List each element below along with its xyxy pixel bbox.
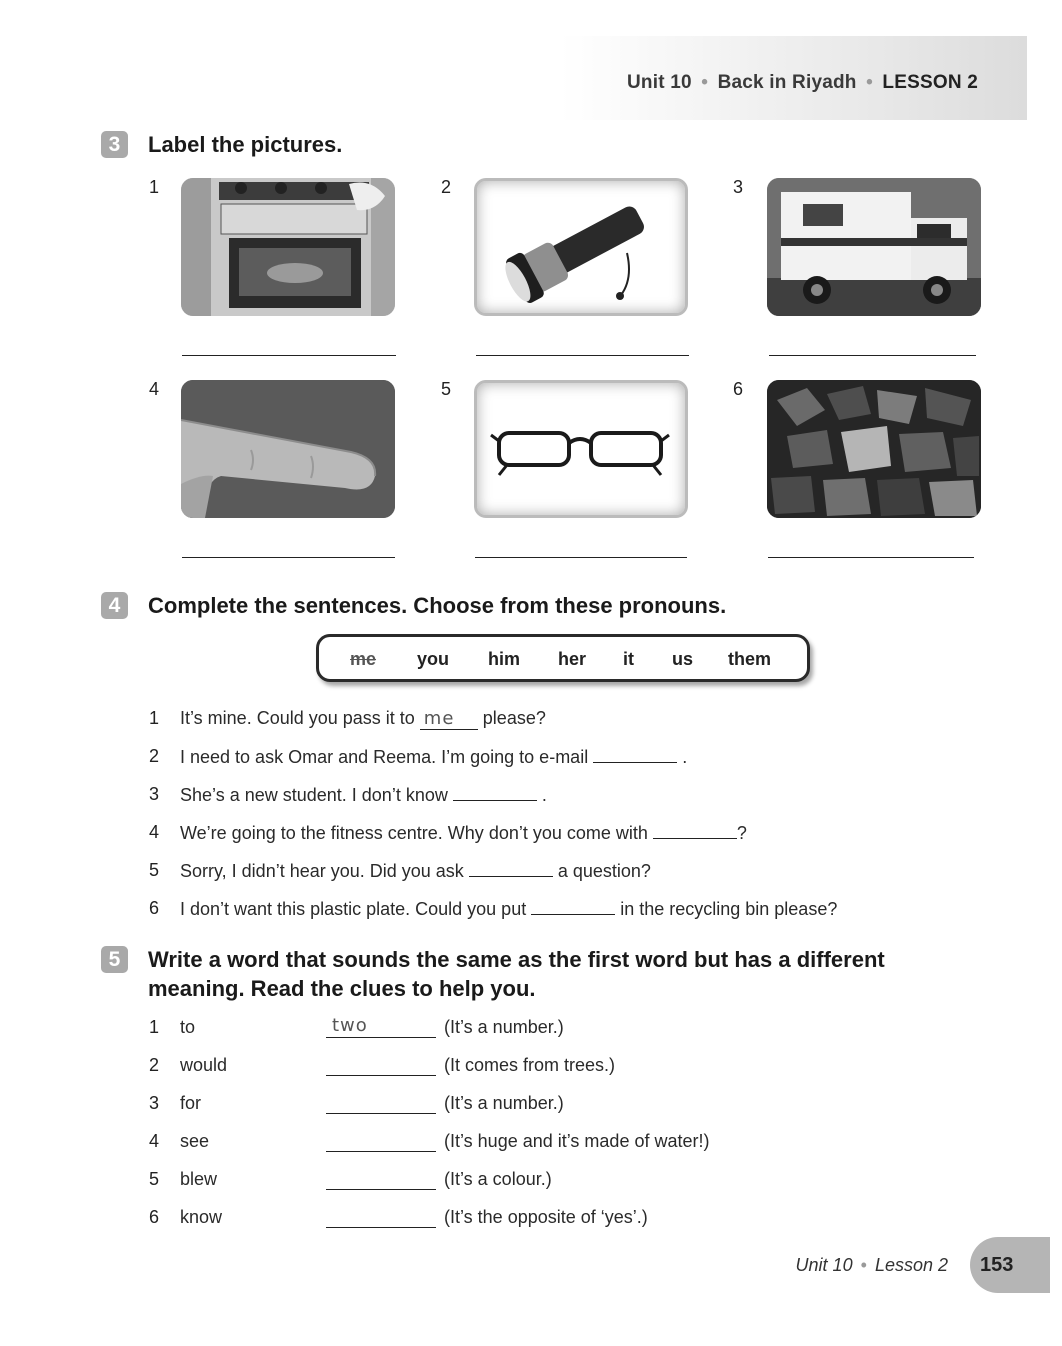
homophone-2-answer[interactable] <box>326 1055 436 1076</box>
pronoun-us: us <box>672 649 694 669</box>
exercise-5-title-line-2: meaning. Read the clues to help you. <box>148 976 536 1001</box>
picture-6-number: 6 <box>733 379 744 399</box>
homophone-4-number: 4 <box>149 1131 160 1151</box>
homophone-1-number: 1 <box>149 1017 160 1037</box>
pronoun-box <box>316 634 810 682</box>
homophone-1-answer[interactable] <box>326 1017 436 1038</box>
header-separator: • <box>866 72 873 93</box>
homophone-1-word: to <box>180 1017 196 1037</box>
sentence-6: I don’t want this plastic plate. Could you put in the recycling bin please? <box>180 899 838 919</box>
homophone-1-clue: (It’s a number.) <box>444 1017 564 1037</box>
pronoun-you: you <box>417 649 450 669</box>
sentence-1-number: 1 <box>149 708 160 728</box>
footer-unit: Unit 10 <box>795 1255 853 1275</box>
exercise-4-title: Complete the sentences. Choose from these pronouns. <box>148 593 727 618</box>
homophone-6-clue: (It’s the opposite of ‘yes’.) <box>444 1207 648 1227</box>
glasses-photo <box>474 380 688 518</box>
exercise-3-title: Label the pictures. <box>148 132 343 157</box>
header-title: Back in Riyadh <box>717 72 857 93</box>
homophone-4-clue: (It’s huge and it’s made of water!) <box>444 1131 710 1151</box>
picture-1-number: 1 <box>149 177 160 197</box>
answer-line-4[interactable] <box>182 557 395 558</box>
homophone-3-clue: (It’s a number.) <box>444 1093 564 1113</box>
header-lesson: LESSON 2 <box>882 72 978 93</box>
footer-separator: • <box>860 1255 867 1275</box>
pronoun-it: it <box>623 649 634 669</box>
answer-line-3[interactable] <box>769 355 976 356</box>
coal-photo <box>767 380 981 518</box>
answer-line-5[interactable] <box>475 557 687 558</box>
sentence-5-number: 5 <box>149 860 160 880</box>
picture-4-number: 4 <box>149 379 160 399</box>
oven-photo <box>181 178 395 316</box>
sentence-2: I need to ask Omar and Reema. I’m going to e-mail . <box>180 747 688 767</box>
homophone-4-word: see <box>180 1131 210 1151</box>
homophone-4-answer[interactable] <box>326 1131 436 1152</box>
sentence-4-blank[interactable] <box>653 822 737 839</box>
sentence-4: We’re going to the fitness centre. Why don’t you come with ? <box>180 823 747 843</box>
sentence-6-blank[interactable] <box>531 898 615 915</box>
pronoun-her: her <box>558 649 587 669</box>
homophone-5-word: blew <box>180 1169 218 1189</box>
homophone-6-answer[interactable] <box>326 1207 436 1228</box>
footer-lesson: Lesson 2 <box>874 1255 948 1275</box>
sentence-4-number: 4 <box>149 822 160 842</box>
sentence-3-number: 3 <box>149 784 160 804</box>
pronoun-them: them <box>728 649 772 669</box>
answer-line-1[interactable] <box>182 355 396 356</box>
finger-photo <box>181 380 395 518</box>
sentence-2-number: 2 <box>149 746 160 766</box>
sentence-1: It’s mine. Could you pass it to me please? <box>180 708 546 729</box>
homophone-6-word: know <box>180 1207 223 1227</box>
header-unit: Unit 10 <box>627 72 692 93</box>
homophone-2-number: 2 <box>149 1055 160 1075</box>
sentence-5-blank[interactable] <box>469 860 553 877</box>
sentence-2-blank[interactable] <box>593 746 677 763</box>
homophone-3-answer[interactable] <box>326 1093 436 1114</box>
picture-3-number: 3 <box>733 177 744 197</box>
header-separator: • <box>701 72 709 93</box>
picture-5-number: 5 <box>441 379 452 399</box>
homophone-1-answer-text: two <box>332 1015 368 1036</box>
homophone-5-number: 5 <box>149 1169 160 1189</box>
running-head <box>627 72 978 94</box>
homophone-3-word: for <box>180 1093 202 1113</box>
torch-photo <box>474 178 688 316</box>
exercise-4-number: 4 <box>101 592 128 619</box>
picture-2-number: 2 <box>441 177 452 197</box>
exercise-5-number: 5 <box>101 946 128 973</box>
pronoun-me: me <box>350 649 377 669</box>
homophone-2-word: would <box>180 1055 228 1075</box>
homophone-3-number: 3 <box>149 1093 160 1113</box>
answer-line-6[interactable] <box>768 557 974 558</box>
exercise-5-title-line-1: Write a word that sounds the same as the first word but has a different <box>148 947 885 972</box>
sentence-3: She’s a new student. I don’t know . <box>180 785 547 805</box>
sentence-6-number: 6 <box>149 898 160 918</box>
sentence-3-blank[interactable] <box>453 784 537 801</box>
homophone-5-clue: (It’s a colour.) <box>444 1169 552 1189</box>
answer-line-2[interactable] <box>476 355 689 356</box>
sentence-1-answer[interactable]: me <box>420 708 478 730</box>
page-number: 153 <box>980 1254 1014 1276</box>
exercise-3-number: 3 <box>101 131 128 158</box>
ambulance-photo <box>767 178 981 316</box>
pronoun-him: him <box>488 649 521 669</box>
homophone-2-clue: (It comes from trees.) <box>444 1055 616 1075</box>
homophone-5-answer[interactable] <box>326 1169 436 1190</box>
homophone-6-number: 6 <box>149 1207 160 1227</box>
footer-running-foot <box>796 1255 948 1276</box>
sentence-5: Sorry, I didn’t hear you. Did you ask a question? <box>180 861 651 881</box>
